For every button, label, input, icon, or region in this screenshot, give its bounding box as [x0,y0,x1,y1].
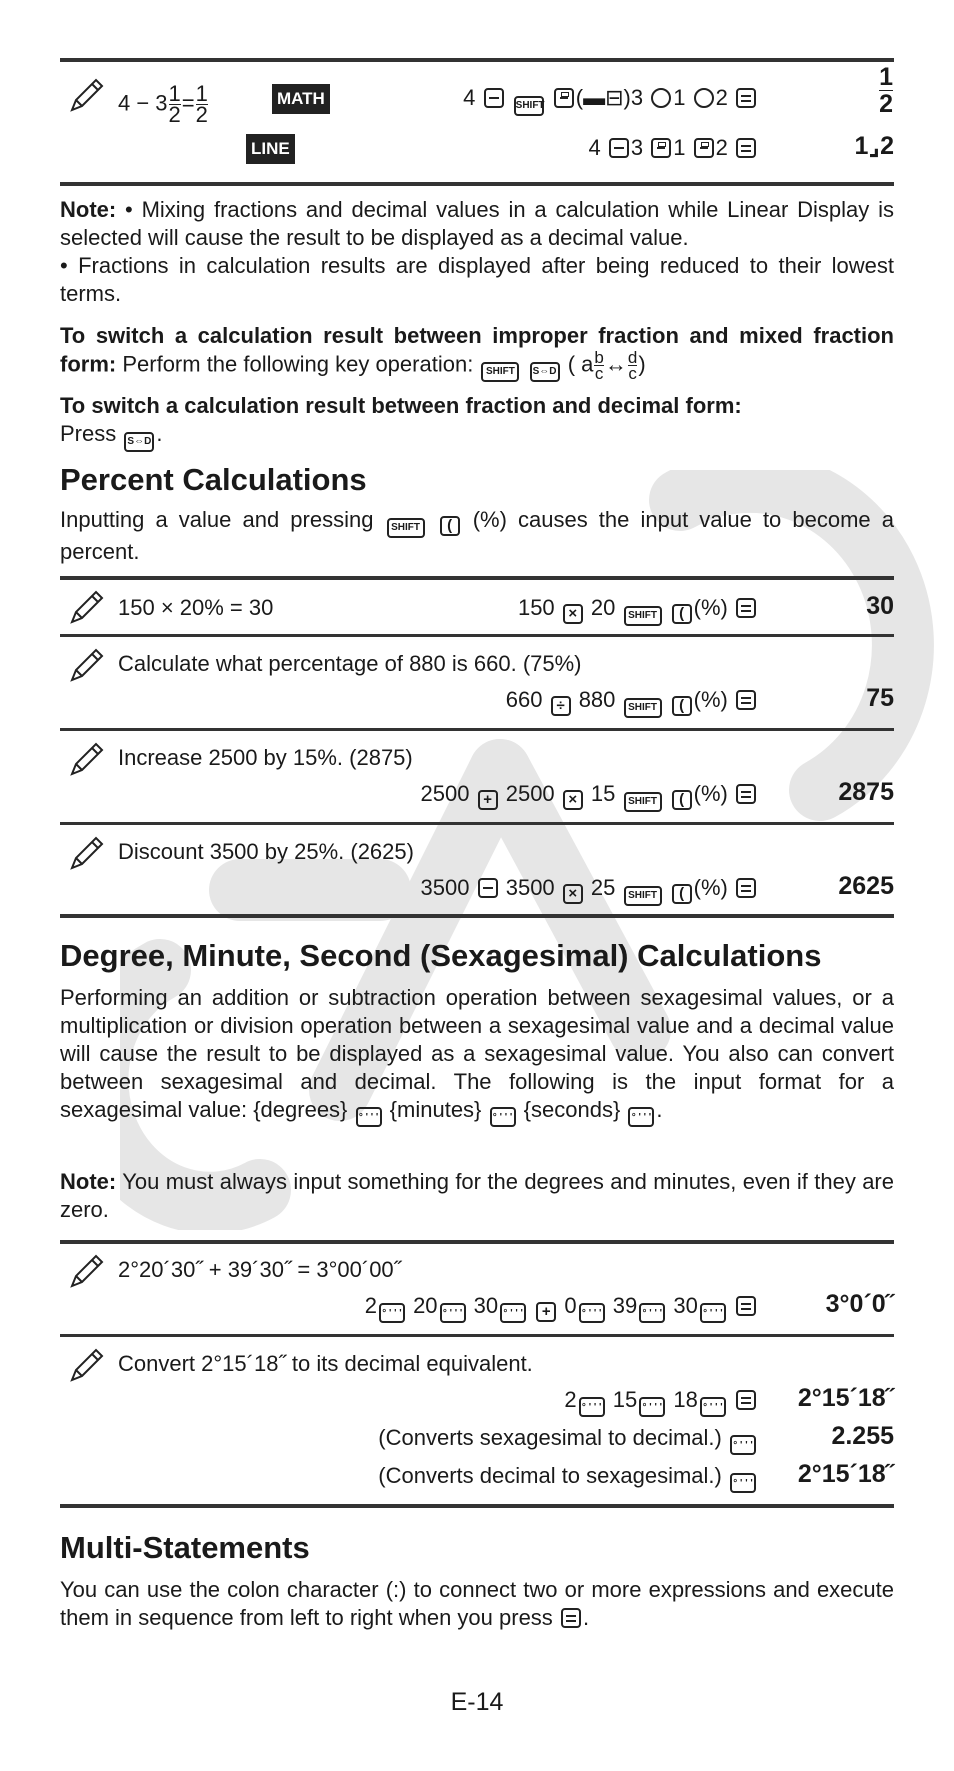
line-badge: LINE [246,134,295,164]
divider [60,58,894,62]
dms-ex2-result-1: 2°15´18˝ [797,1384,894,1412]
percent-ex2-keys: 660 ÷ 880 SHIFT ( (%) [506,686,758,718]
dms-intro: Performing an addition or subtraction operation between sexagesimal values, or a multiplication or division operation between a sexagesimal value and a decimal value will cause the result to be displayed as a sexagesimal value. You also can convert between sexagesimal and decimal. The following is the input format for a sexagesimal value: {degrees} ° ' ' ' {minutes} ° ' ' ' {seconds} ° ' ' ' . [60,984,894,1127]
shift-key: SHIFT [481,362,519,382]
percent-example-4 [60,834,894,914]
divider [60,1504,894,1508]
equals-key [736,598,756,618]
multiply-key: × [563,604,583,624]
dms-key: ° ' ' ' [440,1303,466,1323]
divider [60,182,894,186]
dms-ex1-text: 2°20´30˝ + 39´30˝ = 3°00´00˝ [118,1257,401,1282]
dms-note: Note: You must always input something for the degrees and minutes, even if they are zero. [60,1169,894,1222]
dms-key: ° ' ' ' [579,1397,605,1417]
percent-intro: Inputting a value and pressing SHIFT ( (%) causes the input value to become a percent. [60,507,894,564]
percent-ex1-text: 150 × 20% = 30 [118,595,274,620]
dms-key: ° ' ' ' [490,1107,516,1127]
shift-key: SHIFT [514,96,544,116]
minus-key [609,138,629,158]
dms-key: ° ' ' ' [628,1107,654,1127]
equals-key [736,690,756,710]
line-result: 1⌟2 [854,132,894,160]
open-paren-key: ( [672,604,692,624]
percent-ex3-text: Increase 2500 by 15%. (2875) [118,745,413,770]
percent-ex3-keys: 2500 + 2500 × 15 SHIFT ( (%) [421,780,758,812]
divider [60,634,894,637]
dms-key: ° ' ' ' [639,1303,665,1323]
percent-ex2-result: 75 [866,684,894,712]
shift-key: SHIFT [624,792,662,812]
dms-example-1 [60,1252,894,1332]
shift-key: SHIFT [624,698,662,718]
open-paren-key: ( [440,516,460,536]
heading-multi-statements: Multi-Statements [60,1530,310,1565]
dms-key: ° ' ' ' [639,1397,665,1417]
right-arrow-key [651,88,671,108]
dms-key: ° ' ' ' [730,1435,756,1455]
fraction-key [694,138,714,158]
open-paren-key: ( [672,884,692,904]
shift-key: SHIFT [624,886,662,906]
dms-key: ° ' ' ' [700,1397,726,1417]
pencil-icon [66,76,106,116]
multiply-key: × [563,790,583,810]
pencil-icon [66,646,106,686]
divider [60,822,894,825]
percent-ex3-result: 2875 [838,778,894,806]
percent-ex4-keys: 3500 3500 × 25 SHIFT ( (%) [421,874,758,906]
dms-ex1-result: 3°0´0˝ [825,1290,894,1318]
pencil-icon [66,1252,106,1292]
heading-percent: Percent Calculations [60,462,367,497]
percent-ex4-result: 2625 [838,872,894,900]
plus-key: + [478,790,498,810]
equals-key [561,1608,581,1628]
equals-key [736,878,756,898]
fraction-key [554,88,574,108]
equals-key [736,1296,756,1316]
minus-key [484,88,504,108]
heading-dms: Degree, Minute, Second (Sexagesimal) Calculations [60,938,822,973]
pencil-icon [66,1346,106,1386]
dms-ex2-result-2: 2.255 [831,1422,894,1450]
down-arrow-key [694,88,714,108]
dms-key: ° ' ' ' [579,1303,605,1323]
percent-example-3 [60,740,894,820]
dms-ex2-text: Convert 2°15´18˝ to its decimal equivalent. [118,1351,533,1376]
note-fractions: Note: • Mixing fractions and decimal values in a calculation while Linear Display is selected will cause the result to be displayed as a decimal value. • Fractions in calculation results are displayed after being reduced to their lowest terms. [60,197,894,306]
divider [60,576,894,580]
pencil-icon [66,740,106,780]
dms-key: ° ' ' ' [379,1303,405,1323]
example-fraction-line [60,132,894,166]
divider [60,914,894,918]
switch-mixed-fraction: To switch a calculation result between improper fraction and mixed fraction form: Perform the following key operation: SHIFT S⇔D ( a $\frac{b}{c}$ ↔ $\frac{d}{c}$ ) [60,323,894,383]
divide-key: ÷ [551,696,571,716]
shift-key: SHIFT [624,606,662,626]
dms-ex2-result-3: 2°15´18˝ [797,1460,894,1488]
open-paren-key: ( [672,790,692,810]
shift-key: SHIFT [387,518,425,538]
dms-ex2-keys: 2 ° ' ' ' 15 ° ' ' ' 18 ° ' ' ' [564,1386,758,1417]
dms-example-2 [60,1346,894,1496]
pencil-icon [66,834,106,874]
pencil-icon [66,588,106,628]
plus-key: + [536,1302,556,1322]
multiply-key: × [563,884,583,904]
line-key-sequence: 4 3 1 2 [589,134,759,162]
dms-key: ° ' ' ' [700,1303,726,1323]
divider [60,728,894,731]
equals-key [736,784,756,804]
percent-ex1-result: 30 [866,592,894,620]
equals-key [736,1390,756,1410]
page-number: E-14 [450,1688,504,1716]
math-key-sequence: 4 SHIFT (▬⊟)3 1 2 [463,84,758,116]
percent-example-2 [60,646,894,726]
percent-ex4-text: Discount 3500 by 25%. (2625) [118,839,414,864]
fraction-key [651,138,671,158]
math-result: $\frac{1}{2}$ [879,63,893,118]
divider [60,1240,894,1244]
open-paren-key: ( [672,696,692,716]
dms-ex2-conv2: (Converts decimal to sexagesimal.) ° ' ' ' [378,1462,758,1493]
equals-key [736,138,756,158]
minus-key [478,878,498,898]
s-d-key: S⇔D [124,432,154,452]
percent-ex2-text: Calculate what percentage of 880 is 660. (75%) [118,651,582,676]
s-d-key: S⇔D [530,362,560,382]
math-badge: MATH [272,84,330,114]
percent-ex1-keys: 150 × 20 SHIFT ( (%) [518,594,758,626]
dms-key: ° ' ' ' [500,1303,526,1323]
dms-key: ° ' ' ' [730,1473,756,1493]
dms-key: ° ' ' ' [356,1107,382,1127]
equals-key [736,88,756,108]
example-fraction-math [60,63,894,127]
dms-ex1-keys: 2 ° ' ' ' 20 ° ' ' ' 30 ° ' ' ' + 0 ° ' ' ' 39 ° ' ' ' 30 ° ' ' ' [365,1292,758,1323]
dms-ex2-conv1: (Converts sexagesimal to decimal.) ° ' ' ' [378,1424,758,1455]
divider [60,1334,894,1337]
fraction-expression: 4 − 3 $\frac{1}{2}$ = $\frac{1}{2}$ [118,81,208,127]
switch-fraction-decimal: To switch a calculation result between fraction and decimal form: Press S⇔D . [60,392,894,452]
multi-intro: You can use the colon character (:) to connect two or more expressions and execute them in sequence from left to right when you press . [60,1577,894,1630]
percent-example-1 [60,586,894,630]
